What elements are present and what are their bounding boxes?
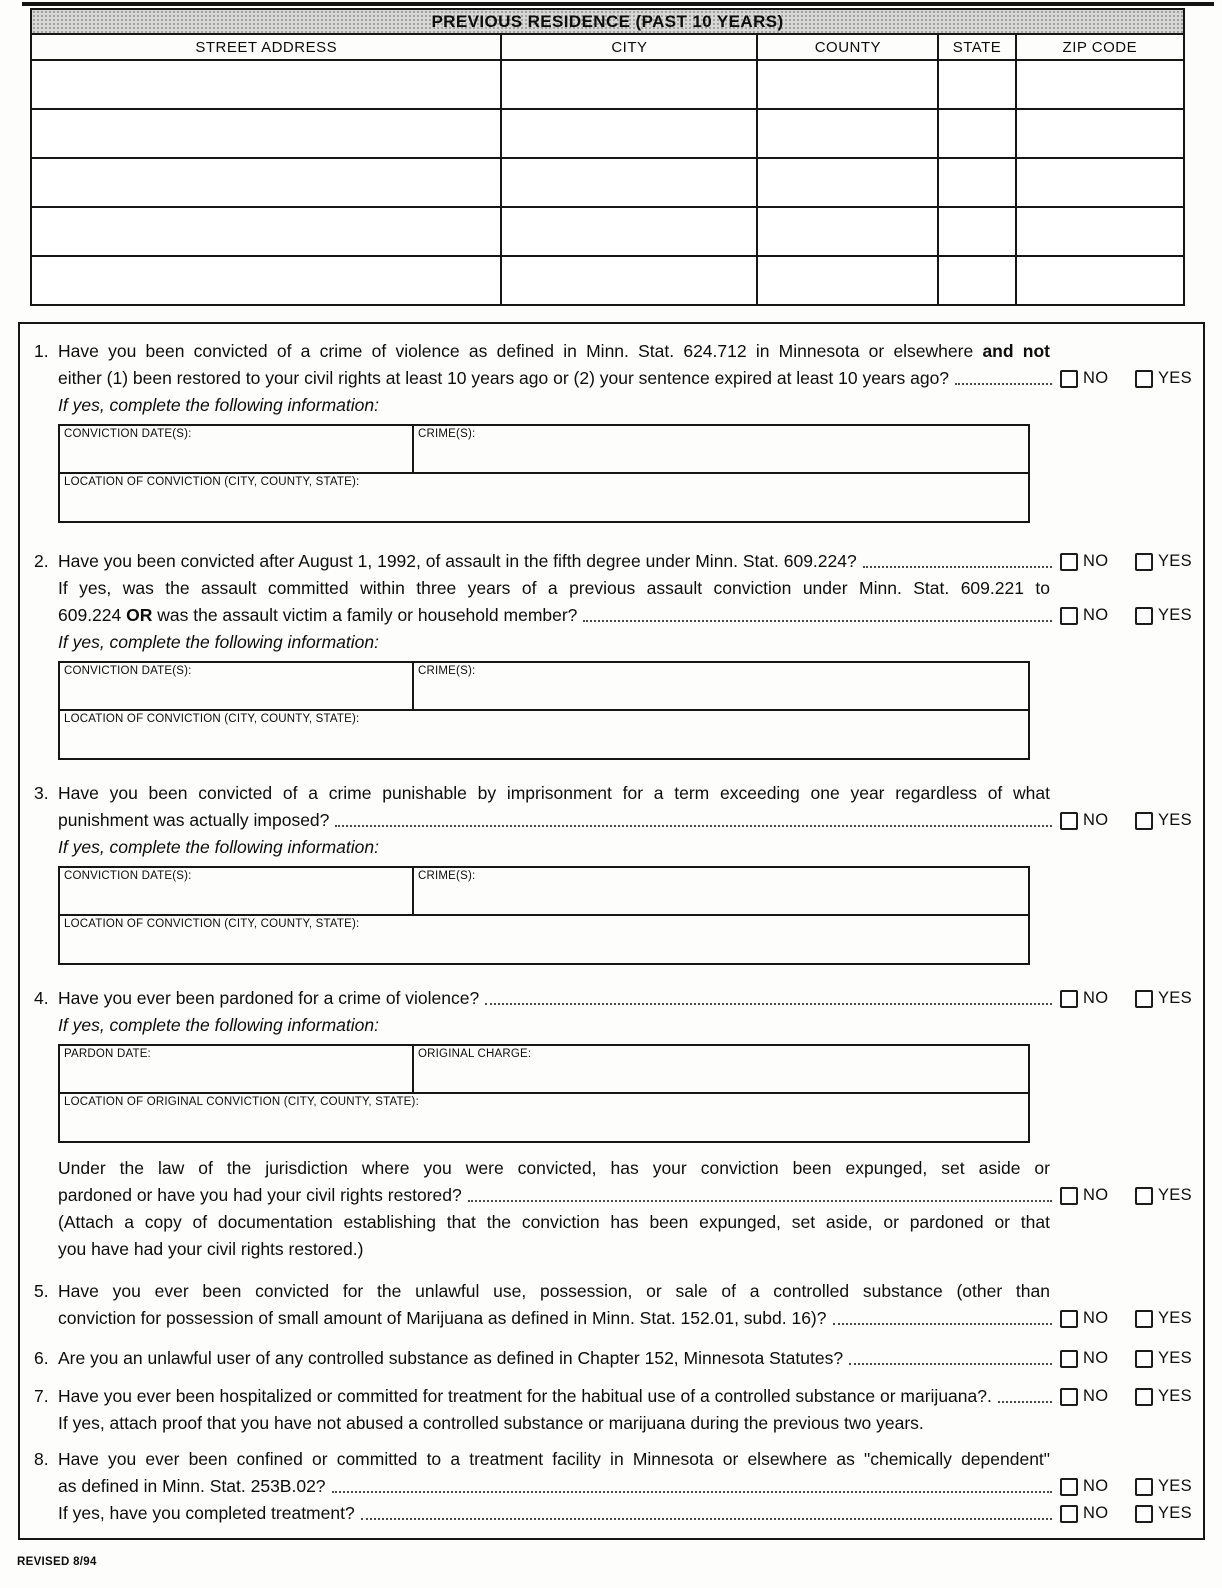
question-8-number: 8. — [34, 1449, 49, 1469]
no-label: NO — [1083, 1186, 1109, 1204]
zip-code-cell[interactable] — [1016, 60, 1184, 109]
state-cell[interactable] — [938, 207, 1015, 256]
question-6-line1 — [58, 1345, 1197, 1372]
question-8-line2 — [58, 1473, 1197, 1500]
question-8 — [20, 1446, 1197, 1527]
no-label: NO — [1083, 989, 1109, 1007]
dot-leader — [468, 1200, 1052, 1202]
street-address-cell[interactable] — [31, 207, 501, 256]
page-top-rule — [22, 2, 1214, 6]
county-cell[interactable] — [757, 109, 938, 158]
q3-crime-cell[interactable] — [414, 868, 1028, 914]
question-2-number: 2. — [34, 551, 49, 571]
q3-conviction-date-cell[interactable] — [60, 868, 414, 914]
q1-conviction-date-cell[interactable] — [60, 426, 414, 472]
question-1-text: Have you been convicted of a crime of violence as defined in Minn. Stat. 624.712 in Minnesota or elsewhere — [58, 341, 983, 361]
yes-label: YES — [1158, 552, 1192, 570]
residence-row — [31, 109, 1184, 158]
q5-no-group — [1060, 1305, 1112, 1332]
question-4-number: 4. — [34, 988, 49, 1008]
county-cell[interactable] — [757, 207, 938, 256]
field-label: CRIME(S): — [418, 870, 476, 882]
col-county: COUNTY — [757, 34, 938, 60]
q6-yes-group — [1135, 1345, 1197, 1372]
if-yes-instruction: If yes, complete the following information: — [58, 395, 379, 415]
yes-label: YES — [1158, 1186, 1192, 1204]
street-address-cell[interactable] — [31, 158, 501, 207]
question-2-text: 609.224 OR was the assault victim a family or household member? — [58, 605, 578, 625]
question-4-note-line2: you have had your civil rights restored.) — [58, 1239, 364, 1259]
state-cell[interactable] — [938, 158, 1015, 207]
if-yes-instruction: If yes, complete the following information: — [58, 1015, 379, 1035]
question-7 — [20, 1383, 1197, 1437]
question-3-number: 3. — [34, 783, 49, 803]
q3-location-cell[interactable] — [60, 916, 1028, 963]
question-6-text: Are you an unlawful user of any controlled substance as defined in Chapter 152, Minnesota Statutes? — [58, 1348, 844, 1368]
table-title-row — [31, 9, 1184, 34]
question-1 — [20, 338, 1197, 523]
dot-leader — [485, 1003, 1052, 1005]
field-label: LOCATION OF CONVICTION (CITY, COUNTY, STATE): — [64, 476, 360, 488]
q5-yes-group — [1135, 1305, 1197, 1332]
question-4-text: pardoned or have you had your civil rights restored? — [58, 1185, 462, 1205]
field-label: CONVICTION DATE(S): — [64, 870, 192, 882]
no-label: NO — [1083, 1309, 1109, 1327]
question-7-line2: If yes, attach proof that you have not abused a controlled substance or marijuana during the previous two years. — [58, 1413, 924, 1433]
street-address-cell[interactable] — [31, 60, 501, 109]
residence-row — [31, 207, 1184, 256]
q6-yes-checkbox[interactable] — [1135, 1350, 1153, 1368]
no-label: NO — [1083, 1349, 1109, 1367]
question-4-line2: Under the law of the jurisdiction where you were convicted, has your conviction been expunged, set aside or — [58, 1158, 1050, 1178]
q2-conviction-table — [58, 661, 1030, 760]
city-cell[interactable] — [501, 158, 757, 207]
question-4-line3 — [58, 1182, 1197, 1209]
question-2-line1 — [58, 548, 1197, 575]
field-label: ORIGINAL CHARGE: — [418, 1048, 532, 1060]
no-label: NO — [1083, 606, 1109, 624]
yes-label: YES — [1158, 811, 1192, 829]
question-8-line1: Have you ever been confined or committed to a treatment facility in Minnesota or elsewhere as "chemically dependent" — [58, 1449, 1050, 1469]
county-cell[interactable] — [757, 158, 938, 207]
q3-conviction-table — [58, 866, 1030, 965]
q4a-no-group — [1060, 985, 1112, 1012]
field-label: PARDON DATE: — [64, 1048, 151, 1060]
zip-code-cell[interactable] — [1016, 207, 1184, 256]
q4-pardon-table — [58, 1044, 1030, 1143]
yes-label: YES — [1158, 1504, 1192, 1522]
state-cell[interactable] — [938, 60, 1015, 109]
questions-section — [18, 322, 1205, 1540]
yes-label: YES — [1158, 606, 1192, 624]
if-yes-instruction: If yes, complete the following information: — [58, 632, 379, 652]
field-label: CONVICTION DATE(S): — [64, 428, 192, 440]
question-1-text: either (1) been restored to your civil rights at least 10 years ago or (2) your sentence expired at least 10 years ago? — [58, 368, 950, 388]
residence-row — [31, 256, 1184, 305]
dot-leader — [583, 620, 1052, 622]
q2b-yes-checkbox[interactable] — [1135, 607, 1153, 625]
q4a-no-checkbox[interactable] — [1060, 990, 1078, 1008]
question-1-line2 — [58, 365, 1197, 392]
q5-yes-checkbox[interactable] — [1135, 1310, 1153, 1328]
question-2-line3 — [58, 602, 1197, 629]
q2a-yes-group — [1135, 548, 1197, 575]
question-8-line3 — [58, 1500, 1197, 1527]
q2-conviction-date-cell[interactable] — [60, 663, 414, 709]
question-4-note-line1: (Attach a copy of documentation establishing that the conviction has been expunged, set aside, or pardoned or that — [58, 1212, 1050, 1232]
q1-location-cell[interactable] — [60, 474, 1028, 521]
q1-no-checkbox[interactable] — [1060, 370, 1078, 388]
q3-yes-checkbox[interactable] — [1135, 812, 1153, 830]
question-6-number: 6. — [34, 1348, 49, 1368]
q4-original-charge-cell[interactable] — [414, 1046, 1028, 1092]
zip-code-cell[interactable] — [1016, 158, 1184, 207]
if-yes-instruction: If yes, complete the following information: — [58, 837, 379, 857]
q7-no-group — [1060, 1383, 1112, 1410]
city-cell[interactable] — [501, 60, 757, 109]
q4b-yes-checkbox[interactable] — [1135, 1187, 1153, 1205]
yes-label: YES — [1158, 369, 1192, 387]
city-cell[interactable] — [501, 207, 757, 256]
col-street-address: STREET ADDRESS — [31, 34, 501, 60]
street-address-cell[interactable] — [31, 256, 501, 305]
q4b-yes-group — [1135, 1182, 1197, 1209]
col-state: STATE — [938, 34, 1015, 60]
q2-crime-cell[interactable] — [414, 663, 1028, 709]
table-header-row — [31, 34, 1184, 60]
dot-leader — [955, 383, 1052, 385]
q4b-no-group — [1060, 1182, 1112, 1209]
field-label: CONVICTION DATE(S): — [64, 665, 192, 677]
question-3-line1: Have you been convicted of a crime punishable by imprisonment for a term exceeding one year regardless of what — [58, 783, 1050, 803]
q7-yes-checkbox[interactable] — [1135, 1388, 1153, 1406]
question-7-text: Have you ever been hospitalized or committed for treatment for the habitual use of a controlled substance or marijuana?. — [58, 1386, 992, 1406]
q1-crime-cell[interactable] — [414, 426, 1028, 472]
question-5-text: conviction for possession of small amount of Marijuana as defined in Minn. Stat. 152.01, subd. 16)? — [58, 1308, 827, 1328]
revision-note: REVISED 8/94 — [17, 1556, 97, 1568]
q2b-yes-group — [1135, 602, 1197, 629]
question-5-line1: Have you ever been convicted for the unlawful use, possession, or sale of a controlled substance (other than — [58, 1281, 1050, 1301]
yes-label: YES — [1158, 1349, 1192, 1367]
field-label: LOCATION OF CONVICTION (CITY, COUNTY, STATE): — [64, 918, 360, 930]
q5-no-checkbox[interactable] — [1060, 1310, 1078, 1328]
county-cell[interactable] — [757, 60, 938, 109]
q2a-yes-checkbox[interactable] — [1135, 553, 1153, 571]
city-cell[interactable] — [501, 256, 757, 305]
q1-no-group — [1060, 365, 1112, 392]
no-label: NO — [1083, 1387, 1109, 1405]
question-2-line2: If yes, was the assault committed within three years of a previous assault conviction under Minn. Stat. 609.221 to — [58, 578, 1050, 598]
city-cell[interactable] — [501, 109, 757, 158]
question-2-text: Have you been convicted after August 1, 1992, of assault in the fifth degree under Minn. Stat. 609.224? — [58, 551, 857, 571]
question-4-line1 — [58, 985, 1197, 1012]
q1-yes-checkbox[interactable] — [1135, 370, 1153, 388]
state-cell[interactable] — [938, 256, 1015, 305]
no-label: NO — [1083, 1504, 1109, 1522]
q8a-yes-checkbox[interactable] — [1135, 1478, 1153, 1496]
question-1-number: 1. — [34, 341, 49, 361]
field-label: LOCATION OF ORIGINAL CONVICTION (CITY, COUNTY, STATE): — [64, 1096, 419, 1108]
dot-leader — [998, 1401, 1052, 1403]
no-label: NO — [1083, 552, 1109, 570]
zip-code-cell[interactable] — [1016, 109, 1184, 158]
field-label: CRIME(S): — [418, 665, 476, 677]
question-6 — [20, 1345, 1197, 1372]
question-3-line2 — [58, 807, 1197, 834]
dot-leader — [863, 566, 1052, 568]
q7-yes-group — [1135, 1383, 1197, 1410]
q8a-no-checkbox[interactable] — [1060, 1478, 1078, 1496]
col-city: CITY — [501, 34, 757, 60]
field-label: LOCATION OF CONVICTION (CITY, COUNTY, STATE): — [64, 713, 360, 725]
table-title: PREVIOUS RESIDENCE (PAST 10 YEARS) — [31, 9, 1184, 34]
question-3-text: punishment was actually imposed? — [58, 810, 330, 830]
dot-leader — [849, 1363, 1052, 1365]
residence-row — [31, 60, 1184, 109]
q2b-no-checkbox[interactable] — [1060, 607, 1078, 625]
q1-conviction-table — [58, 424, 1030, 523]
previous-residence-table — [30, 8, 1185, 306]
no-label: NO — [1083, 1477, 1109, 1495]
q4a-yes-group — [1135, 985, 1197, 1012]
question-7-number: 7. — [34, 1386, 49, 1406]
county-cell[interactable] — [757, 256, 938, 305]
question-5-line2 — [58, 1305, 1197, 1332]
question-1-bold-text: and not — [982, 341, 1051, 361]
q8b-no-checkbox[interactable] — [1060, 1505, 1078, 1523]
q4a-yes-checkbox[interactable] — [1135, 990, 1153, 1008]
q2b-no-group — [1060, 602, 1112, 629]
q4-pardon-date-cell[interactable] — [60, 1046, 414, 1092]
question-8-text: as defined in Minn. Stat. 253B.02? — [58, 1476, 326, 1496]
dot-leader — [361, 1518, 1052, 1520]
question-4-text: Have you ever been pardoned for a crime of violence? — [58, 988, 480, 1008]
q8a-no-group — [1060, 1473, 1112, 1500]
q8b-yes-checkbox[interactable] — [1135, 1505, 1153, 1523]
question-2 — [20, 548, 1197, 760]
question-8-text: If yes, have you completed treatment? — [58, 1503, 355, 1523]
question-5-number: 5. — [34, 1281, 49, 1301]
q3-no-checkbox[interactable] — [1060, 812, 1078, 830]
q2a-no-checkbox[interactable] — [1060, 553, 1078, 571]
residence-row — [31, 158, 1184, 207]
q3-yes-group — [1135, 807, 1197, 834]
q1-yes-group — [1135, 365, 1197, 392]
q2a-no-group — [1060, 548, 1112, 575]
q6-no-checkbox[interactable] — [1060, 1350, 1078, 1368]
no-label: NO — [1083, 369, 1109, 387]
q4b-no-checkbox[interactable] — [1060, 1187, 1078, 1205]
yes-label: YES — [1158, 1387, 1192, 1405]
q3-no-group — [1060, 807, 1112, 834]
question-1-line1 — [58, 338, 1050, 365]
q8b-no-group — [1060, 1500, 1112, 1527]
yes-label: YES — [1158, 1477, 1192, 1495]
dot-leader — [833, 1323, 1053, 1325]
zip-code-cell[interactable] — [1016, 256, 1184, 305]
dot-leader — [332, 1491, 1052, 1493]
q8b-yes-group — [1135, 1500, 1197, 1527]
q7-no-checkbox[interactable] — [1060, 1388, 1078, 1406]
question-3 — [20, 780, 1197, 965]
question-7-line1 — [58, 1383, 1197, 1410]
yes-label: YES — [1158, 1309, 1192, 1327]
street-address-cell[interactable] — [31, 109, 501, 158]
q2-location-cell[interactable] — [60, 711, 1028, 758]
yes-label: YES — [1158, 989, 1192, 1007]
question-5 — [20, 1278, 1197, 1332]
col-zip-code: ZIP CODE — [1016, 34, 1184, 60]
q8a-yes-group — [1135, 1473, 1197, 1500]
question-4 — [20, 985, 1197, 1263]
dot-leader — [335, 825, 1052, 827]
no-label: NO — [1083, 811, 1109, 829]
state-cell[interactable] — [938, 109, 1015, 158]
field-label: CRIME(S): — [418, 428, 476, 440]
q4-location-cell[interactable] — [60, 1094, 1028, 1141]
q6-no-group — [1060, 1345, 1112, 1372]
